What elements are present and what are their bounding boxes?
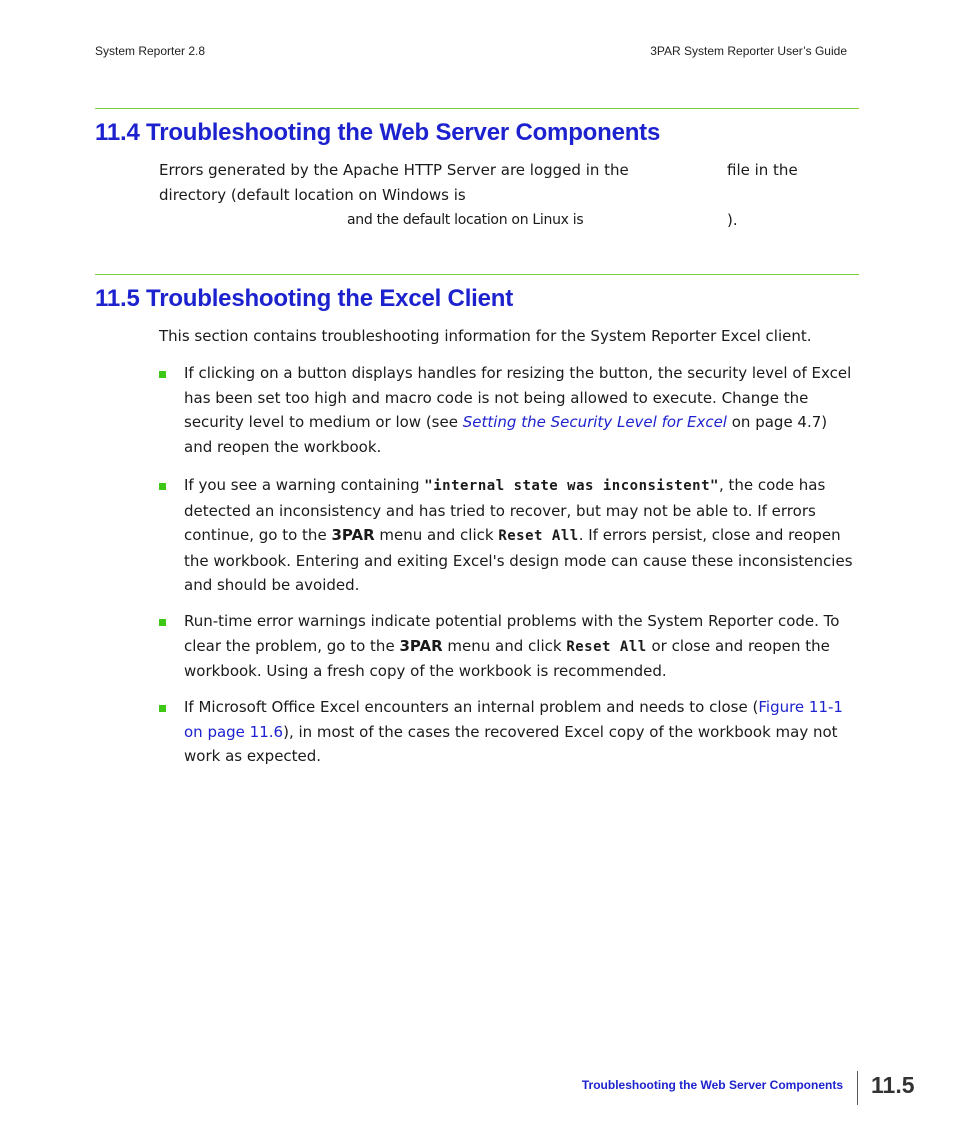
figure-11-1-link[interactable]: Figure 11-1 on page 11.6 [184, 698, 843, 741]
footer-divider [857, 1071, 858, 1105]
bullet-2-text-end: . If errors persist, close and reopen the workbook. Entering and exiting Excel's design mode can cause these inconsistencies and should be avoided. [184, 526, 853, 595]
bullet-2-text: If you see a warning containing [184, 476, 425, 494]
bullet-4-text: If Microsoft Office Excel encounters an internal problem and needs to close ( [184, 698, 759, 716]
bullet-1-text: If clicking on a button displays handles for resizing the button, the security level of Excel has been set too high and macro code is not being allowed to execute. Change the security level to medium or low (see [184, 364, 852, 432]
security-level-link[interactable]: Setting the Security Level for Excel [462, 413, 727, 432]
bullet-3-text-mid: menu and click [442, 636, 567, 655]
warning-code-text: "internal state was inconsistent" [424, 478, 719, 494]
bullet-marker [159, 483, 166, 490]
bullet-item-1 [184, 361, 860, 459]
bullet-item-2 [184, 473, 860, 598]
running-header-right: 3PAR System Reporter User’s Guide [650, 44, 847, 58]
menu-name-3par: 3PAR [399, 636, 443, 655]
reset-all-command: Reset All [498, 528, 579, 545]
section-11-4-heading: 11.4 Troubleshooting the Web Server Components [95, 119, 661, 146]
bullet-3-text-end: or close and reopen the workbook. Using a fresh copy of the workbook is recommended. [184, 636, 830, 681]
bullet-2-text-mid: , the code has detected an inconsistency and has tried to recover, but may not be able to. If errors continue, go to the [184, 476, 826, 545]
running-header-left: System Reporter 2.8 [95, 44, 206, 58]
running-footer-title: Troubleshooting the Web Server Components [581, 1078, 843, 1092]
section-divider [95, 274, 859, 275]
bullet-item-4 [184, 695, 860, 769]
bullet-marker [159, 619, 166, 626]
reset-all-command: Reset All [566, 638, 647, 655]
bullet-3-text: Run-time error warnings indicate potential problems with the System Reporter code. To clear the problem, go to the [184, 612, 840, 655]
menu-name-3par: 3PAR [331, 526, 375, 545]
web-server-text-line1b: file in the [727, 161, 798, 179]
excel-intro-text: This section contains troubleshooting information for the System Reporter Excel client. [159, 327, 812, 345]
bullet-item-3 [184, 609, 860, 684]
web-server-text-line3b: ). [727, 211, 738, 229]
section-divider [95, 108, 859, 109]
bullet-4-text-end: ), in most of the cases the recovered Excel copy of the workbook may not work as expected. [184, 722, 838, 766]
section-11-5-heading: 11.5 Troubleshooting the Excel Client [95, 285, 514, 312]
web-server-text-line1a: Errors generated by the Apache HTTP Server are logged in the [159, 161, 629, 179]
bullet-marker [159, 371, 166, 378]
page-number: 11.5 [871, 1072, 915, 1098]
web-server-text-line3a: and the default location on Linux is [347, 212, 584, 228]
bullet-2-text-mid2: menu and click [374, 526, 499, 545]
bullet-1-text-end: on page 4.7) and reopen the workbook. [184, 413, 828, 456]
bullet-marker [159, 705, 166, 712]
web-server-text-line2: directory (default location on Windows is [159, 186, 466, 204]
